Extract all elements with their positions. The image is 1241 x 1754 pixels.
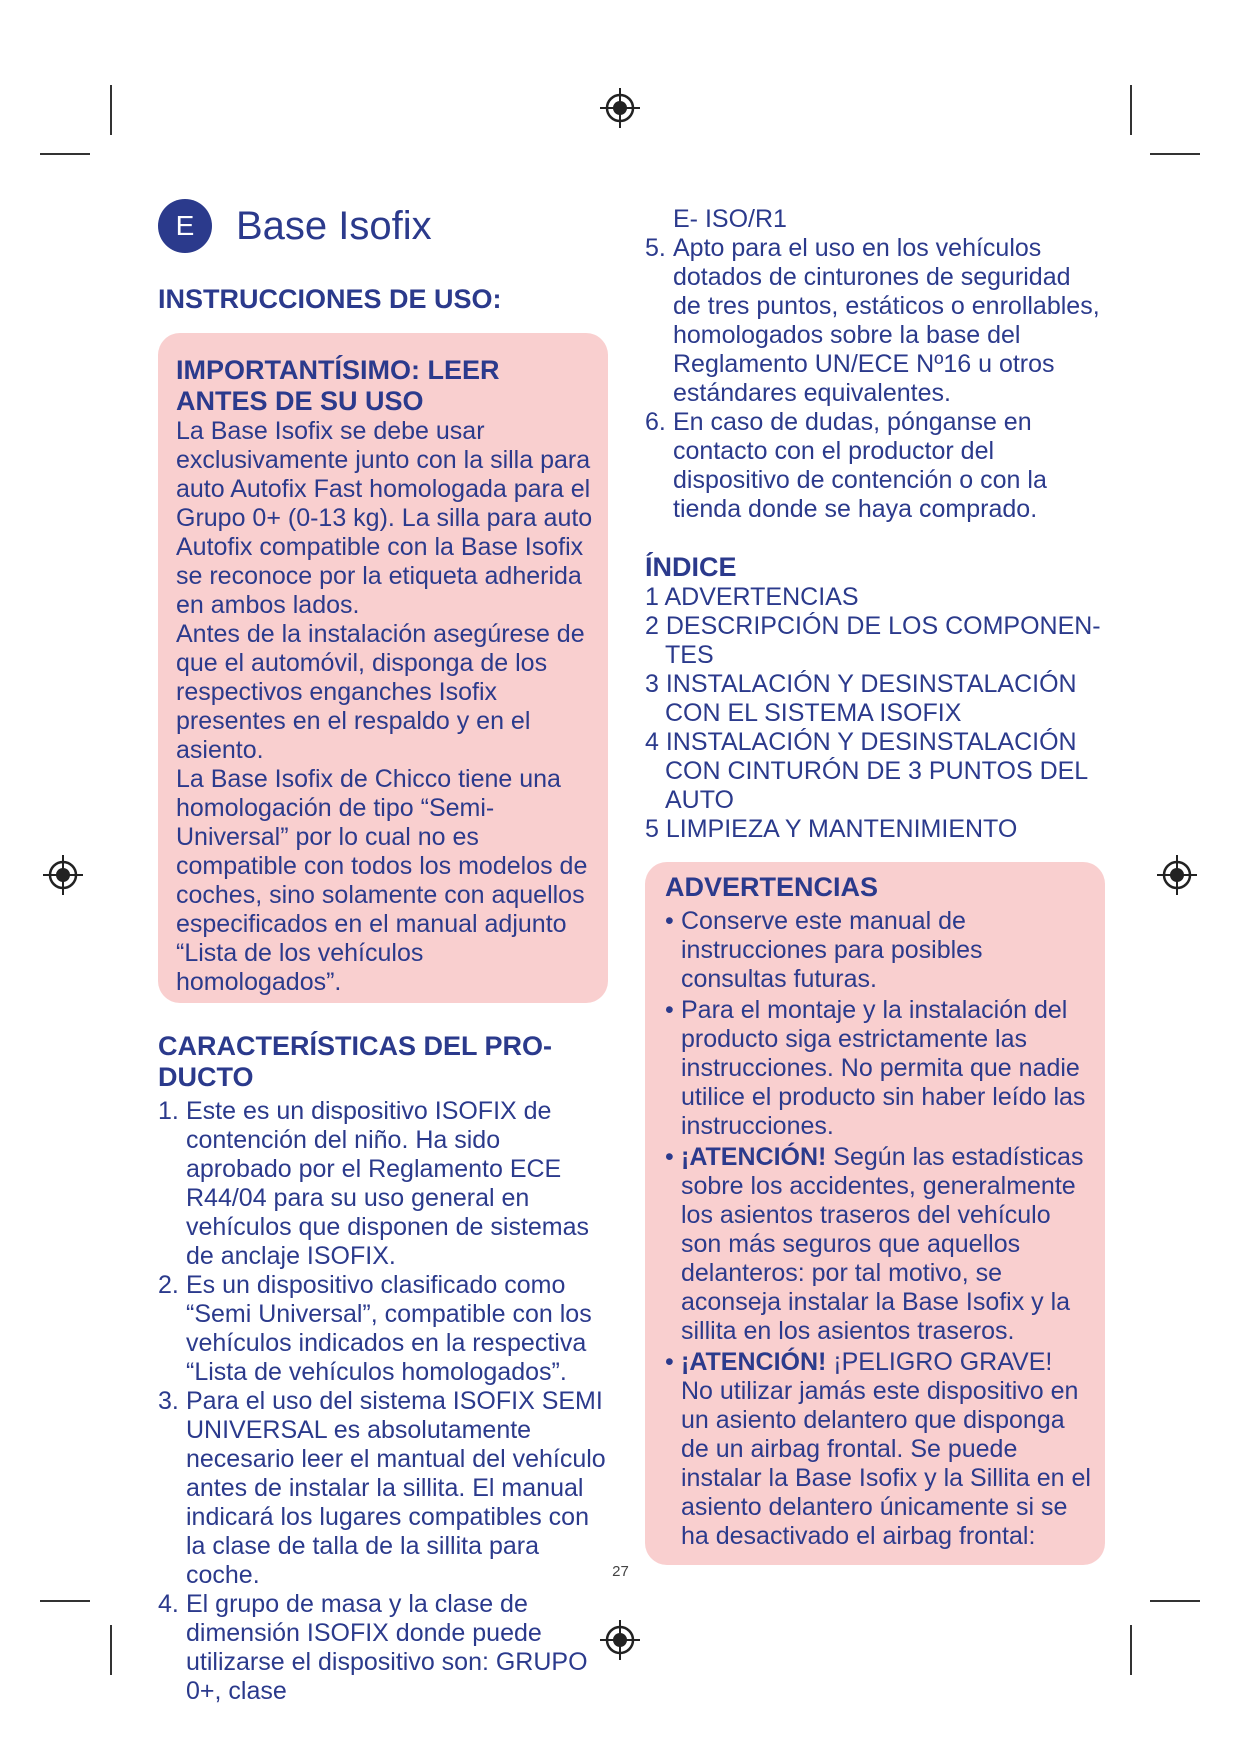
index-heading: ÍNDICE [645,552,737,582]
left-column [158,196,608,1706]
instructions-heading: INSTRUCCIONES DE USO: [158,284,502,314]
index-item [645,815,1105,844]
crop-mark [1130,1625,1132,1675]
index-item-label: 5 LIMPIEZA Y MANTENIMIENTO [645,815,1018,843]
warning-text [681,1348,1091,1551]
important-paragraph: La Base Isofix de Chicco tiene una homologación de tipo “Semi-Universal” por lo cual no es compatible con todos los modelos de coches, sino solamente con aquellos especificados en el manual adjunto “Lista de los vehículos homologados”. [176,765,588,996]
page-title: Base Isofix [236,203,432,248]
important-paragraph: La Base Isofix se debe usar exclusivamente junto con la silla para auto Autofix Fast homologada para el Grupo 0+ (0-13 kg). La silla para auto Autofix compatible con la Base Isofix se reconoce por la etiqueta adherida en ambos lados. [176,417,593,619]
important-body [176,417,594,997]
index-item-label: 2 DESCRIPCIÓN DE LOS COMPONEN- [645,612,1101,640]
warning-text-body: Conserve este manual de instrucciones para posibles consultas futuras. [681,907,983,993]
list-text: En caso de dudas, pónganse en contacto con el productor del dispositivo de contención o con la tienda donde se haya comprado. [673,408,1047,523]
list-number: 1. [158,1097,179,1125]
list-number: 5. [645,234,666,262]
warning-text [681,907,1091,994]
index-item-label-cont: TES [665,641,714,669]
registration-mark-icon [43,855,83,895]
warning-strong: ¡ATENCIÓN! [681,1143,827,1171]
index-list [645,583,1105,844]
warnings-heading: ADVERTENCIAS [665,872,879,902]
list-item [645,234,1105,408]
important-heading-line1: IMPORTANTÍSIMO: LEER [176,355,500,385]
index-item [645,583,1105,612]
crop-mark [1150,1600,1200,1602]
language-badge: E [158,199,212,253]
list-item [158,1271,608,1387]
list-item [158,1097,608,1271]
crop-mark [110,85,112,135]
bullet-icon: • [665,1348,674,1376]
list-text: Es un dispositivo clasificado como “Semi Universal”, compatible con los vehículos indicados en la respectiva “Lista de vehículos homologados”. [186,1271,592,1386]
features-list [158,1097,608,1706]
section-header [158,196,608,256]
important-paragraph: Antes de la instalación asegúrese de que el automóvil, disponga de los respectivos enganches Isofix presentes en el respaldo y en el asiento. [176,620,585,764]
warning-strong: ¡ATENCIÓN! [681,1348,827,1376]
list-text: Apto para el uso en los vehículos dotados de cinturones de seguridad de tres puntos, estáticos o enrollables, homologados sobre la base del Reglamento UN/ECE Nº16 u otros estándares equivalentes. [673,234,1100,407]
page-number: 27 [612,1563,629,1580]
registration-mark-icon [1157,855,1197,895]
index-item [645,612,1105,670]
list-number: 2. [158,1271,179,1299]
bullet-icon: • [665,996,674,1024]
index-item [645,670,1105,728]
crop-mark [40,153,90,155]
list-text: Este es un dispositivo ISOFIX de contención del niño. Ha sido aprobado por el Reglamento ECE R44/04 para su uso general en vehículos que disponen de sistemas de anclaje ISOFIX. [186,1097,590,1270]
important-heading-line2: ANTES DE SU USO [176,386,424,416]
list-text: El grupo de masa y la clase de dimensión ISOFIX donde puede utilizarse el dispositivo son: GRUPO 0+, clase [186,1590,588,1705]
index-item-label: 3 INSTALACIÓN Y DESINSTALACIÓN [645,670,1077,698]
index-item [645,728,1105,815]
list-item [158,1387,608,1590]
warnings-box [645,862,1105,1565]
warning-text [681,1143,1091,1346]
list-number: 6. [645,408,666,436]
right-column [645,205,1105,1565]
index-item-label-cont: CON EL SISTEMA ISOFIX [665,699,962,727]
important-box [158,333,608,1003]
list-item [158,1590,608,1706]
crop-mark [110,1625,112,1675]
list-continuation: E- ISO/R1 [673,205,787,233]
bullet-icon: • [665,1143,674,1171]
warning-item [665,996,1091,1141]
crop-mark [1150,153,1200,155]
list-item [645,408,1105,524]
crop-mark [40,1600,90,1602]
list-number: 3. [158,1387,179,1415]
list-text: Para el uso del sistema ISOFIX SEMI UNIVERSAL es absolutamente necesario leer el mantual del vehículo antes de instalar la sillita. El manual indicará los lugares compatibles con la clase de talla de la sillita para coche. [186,1387,606,1589]
warning-text-body: Para el montaje y la instalación del producto siga estrictamente las instrucciones. No permita que nadie utilice el producto sin haber leído las instrucciones. [681,996,1086,1140]
warning-text-body: Según las estadísticas sobre los accidentes, generalmente los asientos traseros del vehículo son más seguros que aquellos delanteros: por tal motivo, se aconseja instalar la Base Isofix y la sillita en los asientos traseros. [681,1143,1084,1345]
bullet-icon: • [665,907,674,935]
warning-text [681,996,1091,1141]
warning-item [665,1143,1091,1346]
warnings-list [665,907,1091,1551]
index-item-label: 1 ADVERTENCIAS [645,583,859,611]
features-heading-line2: DUCTO [158,1062,254,1092]
warning-item [665,1348,1091,1551]
features-list-continued [645,234,1105,524]
crop-mark [1130,85,1132,135]
features-heading-line1: CARACTERÍSTICAS DEL PRO- [158,1031,553,1061]
registration-mark-icon [600,88,640,128]
warning-item [665,907,1091,994]
warning-text-body: ¡PELIGRO GRAVE! No utilizar jamás este dispositivo en un asiento delantero que disponga de un airbag frontal. Se puede instalar la Base Isofix y la Sillita en el asiento delantero únicamente si se ha desactivado el airbag frontal: [681,1348,1091,1550]
index-item-label: 4 INSTALACIÓN Y DESINSTALACIÓN [645,728,1077,756]
list-number: 4. [158,1590,179,1618]
index-item-label-cont: CON CINTURÓN DE 3 PUNTOS DEL AUTO [665,757,1088,814]
